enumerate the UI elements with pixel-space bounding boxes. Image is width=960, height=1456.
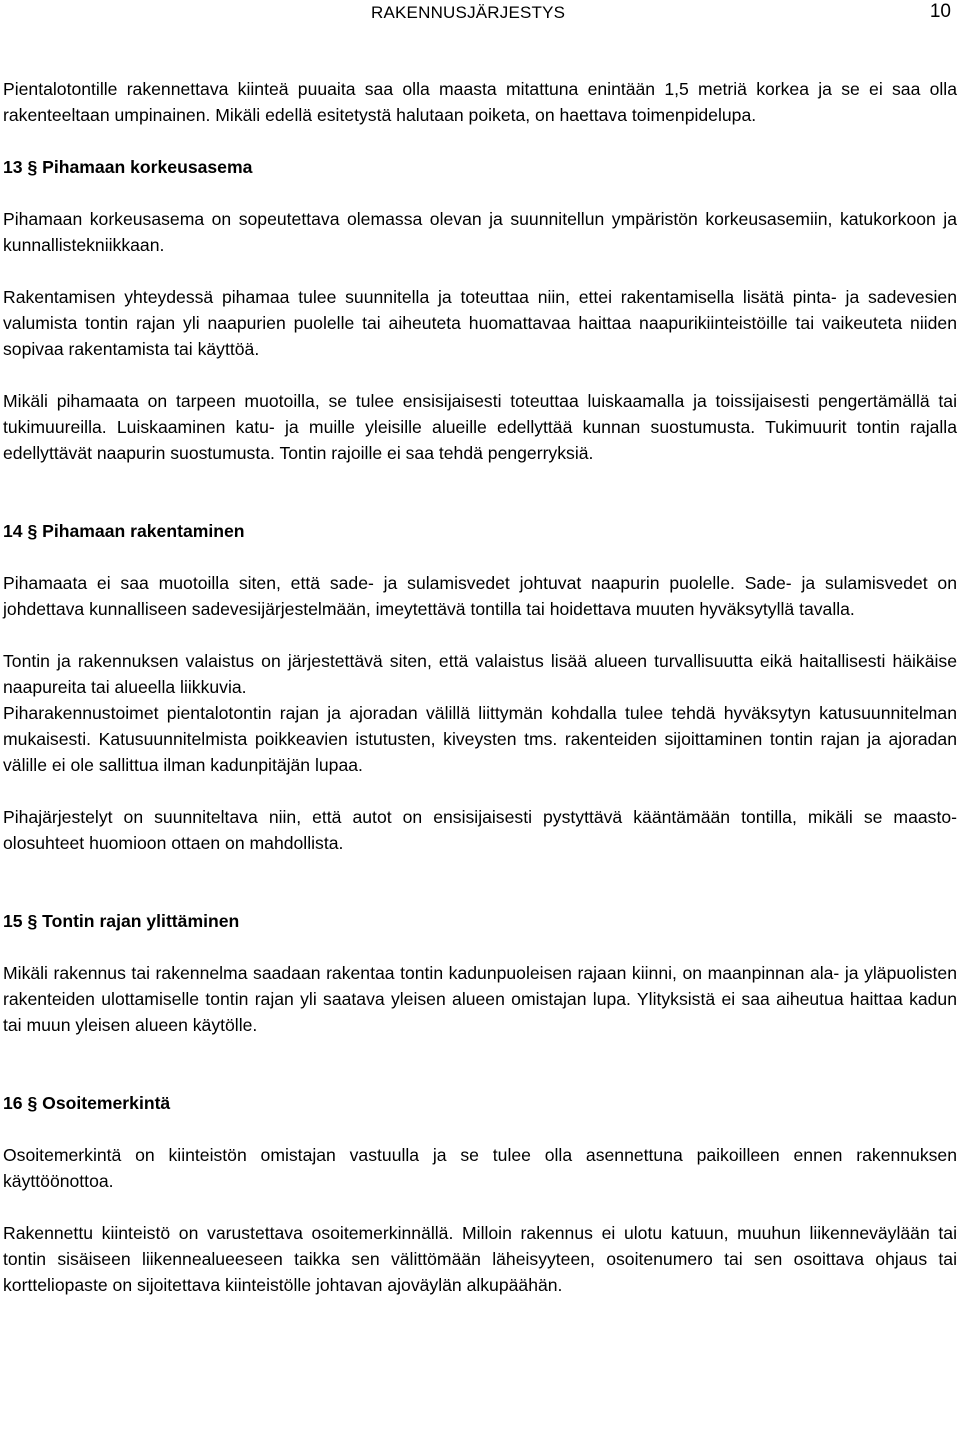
section-14-paragraph-3: Piharakennustoimet pientalotontin rajan ja ajoradan välillä liittymän kohdalla tulee tehdä hyväksytyn katusuunnitelman mukaisesti. Katusuunnitelmista poikkeavien istutusten, kiveysten tms. rakenteiden sijoittaminen tontin rajan ja ajoradan välille ei ole sallittua ilman kadunpitäjän lupaa. bbox=[3, 703, 957, 775]
section-16-paragraph-1: Osoitemerkintä on kiinteistön omistajan vastuulla ja se tulee olla asennettuna paikoilleen ennen rakennuksen käyttöönottoa. bbox=[3, 1145, 957, 1191]
section-13-paragraph-1: Pihamaan korkeusasema on sopeutettava olemassa olevan ja suunnitellun ympäristön korkeusasemiin, katukorkoon ja kunnallistekniikkaan. bbox=[3, 209, 957, 255]
section-14-paragraph-1: Pihamaata ei saa muotoilla siten, että sade- ja sulamisvedet johtuvat naapurin puolelle. Sade- ja sulamisvedet on johdettava kunnalliseen sadevesijärjestelmään, imeytettävä tontilla tai hoidettava muuten hyväksytyllä tavalla. bbox=[3, 573, 957, 619]
document-page bbox=[3, 0, 957, 1295]
document-title: RAKENNUSJÄRJESTYS bbox=[371, 3, 566, 22]
document-body bbox=[3, 76, 957, 1298]
section-15-paragraph-1: Mikäli rakennus tai rakennelma saadaan rakentaa tontin kadunpuoleisen rajaan kiinni, on maanpinnan ala- ja yläpuolisten rakenteiden ulottamiselle tontin rajan yli saatava yleisen alueen omistajan lupa. Ylityksistä ei saa aiheutua haittaa kadun tai muun yleisen alueen käytölle. bbox=[3, 963, 957, 1035]
section-13-heading: 13 § Pihamaan korkeusasema bbox=[3, 157, 253, 177]
section-14-heading: 14 § Pihamaan rakentaminen bbox=[3, 521, 245, 541]
page-number: 10 bbox=[929, 1, 951, 22]
section-14-paragraph-4: Pihajärjestelyt on suunniteltava niin, että autot on ensisijaisesti pystyttävä kääntämään tontilla, mikäli se maasto-olosuhteet huomioon ottaen on mahdollista. bbox=[3, 807, 957, 853]
section-16-paragraph-2: Rakennettu kiinteistö on varustettava osoitemerkinnällä. Milloin rakennus ei ulotu katuun, muuhun liikenneväylään tai tontin sisäiseen liikennealueeseen taikka sen välittömään läheisyyteen, osoitenumero tai sen osoittava ohjaus tai kortteliopaste on sijoitettava kiinteistölle johtavan ajoväylän alkupäähän. bbox=[3, 1223, 957, 1295]
page-header bbox=[3, 0, 957, 60]
section-14-paragraph-2: Tontin ja rakennuksen valaistus on järjestettävä siten, että valaistus lisää alueen turvallisuutta eikä haitallisesti häikäise naapureita tai alueella liikkuvia. bbox=[3, 651, 957, 697]
section-13-paragraph-3: Mikäli pihamaata on tarpeen muotoilla, se tulee ensisijaisesti toteuttaa luiskaamalla ja toissijaisesti pengertämällä tai tukimuureilla. Luiskaaminen katu- ja muille yleisille alueille edellyttää kunnan suostumusta. Tukimuurit tontin rajalla edellyttävät naapurin suostumusta. Tontin rajoille ei saa tehdä pengerryksiä. bbox=[3, 391, 957, 463]
section-15-heading: 15 § Tontin rajan ylittäminen bbox=[3, 911, 240, 931]
section-16-heading: 16 § Osoitemerkintä bbox=[3, 1093, 171, 1113]
section-13-paragraph-2: Rakentamisen yhteydessä pihamaa tulee suunnitella ja toteuttaa niin, ettei rakentamisella lisätä pinta- ja sadevesien valumista tontin rajan yli naapurien puolelle tai aiheuteta huomattavaa haittaa naapurikiinteistöille tai vaikeuteta niiden sopivaa rakentamista tai käyttöä. bbox=[3, 287, 957, 359]
intro-paragraph: Pientalotontille rakennettava kiinteä puuaita saa olla maasta mitattuna enintään 1,5 metriä korkea ja se ei saa olla rakenteeltaan umpinainen. Mikäli edellä esitetystä halutaan poiketa, on haettava toimenpidelupa. bbox=[3, 79, 957, 125]
